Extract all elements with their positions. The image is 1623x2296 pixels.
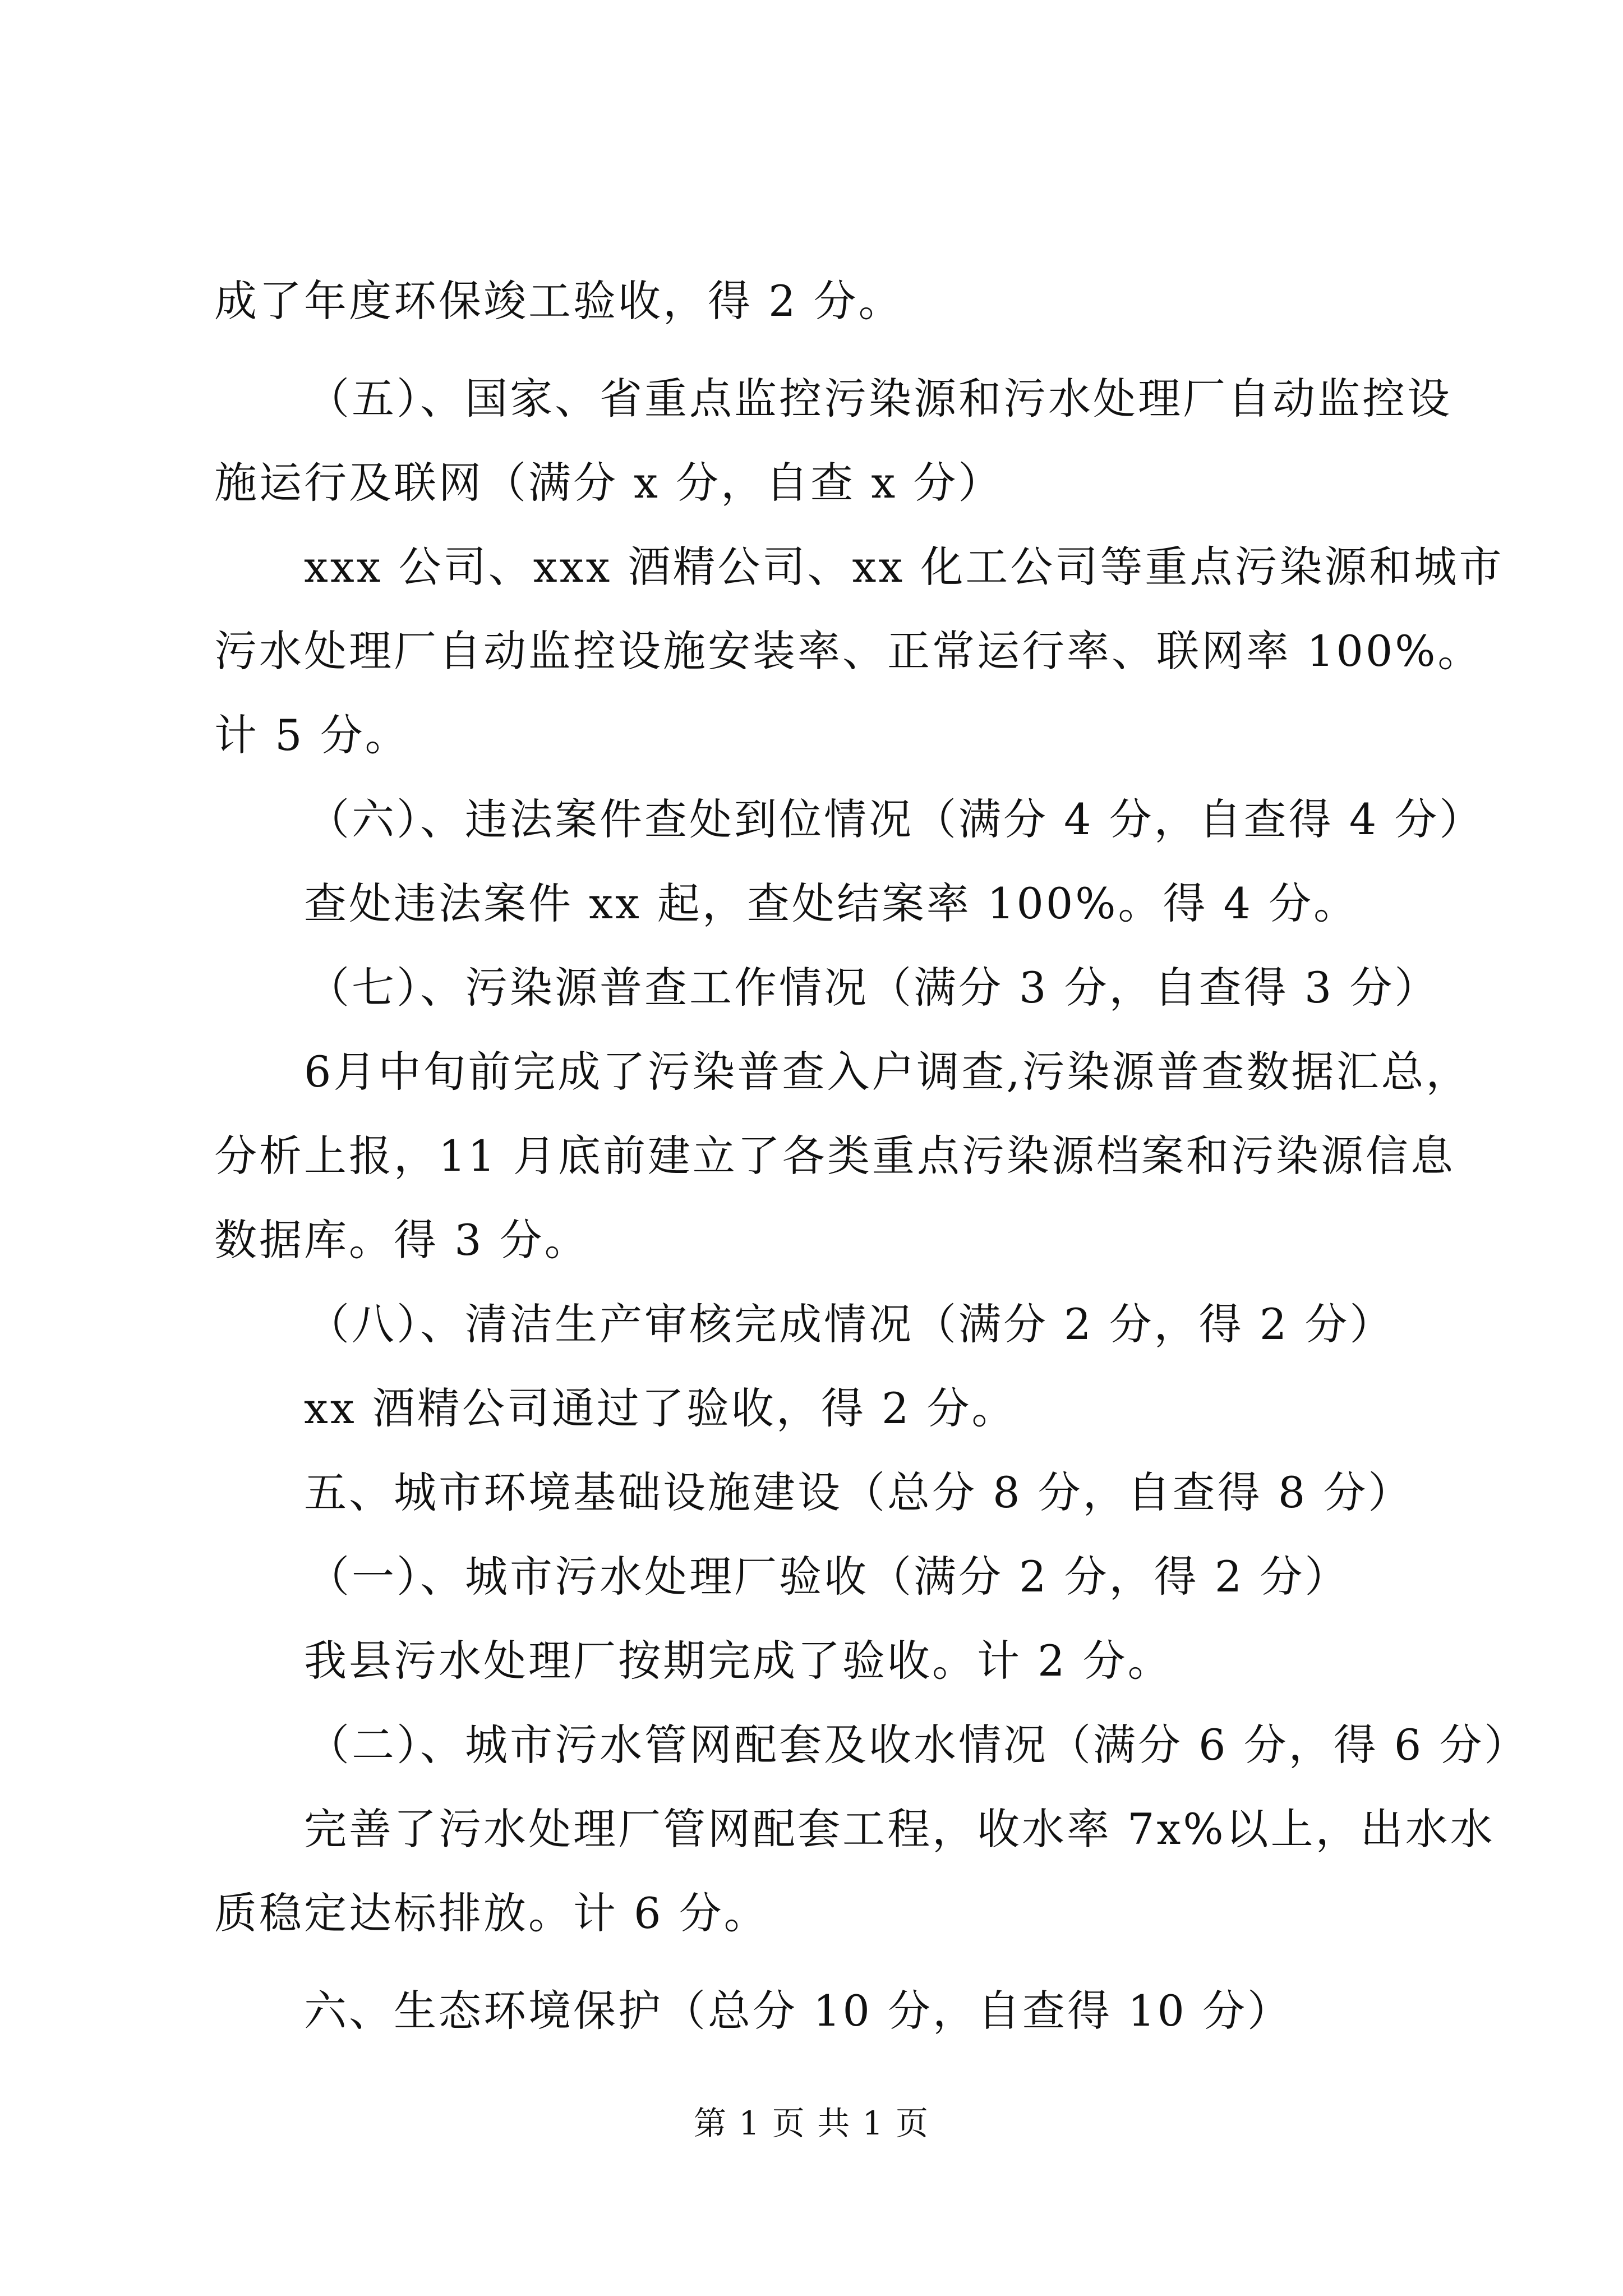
paragraph-line: xx 酒精公司通过了验收，得 2 分。	[304, 1383, 1017, 1433]
paragraph-line: 我县污水处理厂按期完成了验收。计 2 分。	[304, 1636, 1173, 1686]
section-heading-continued: 施运行及联网（满分 x 分，自查 x 分）	[214, 458, 1003, 508]
paragraph-line: 质稳定达标排放。计 6 分。	[214, 1888, 769, 1938]
page-footer: 第 1 页 共 1 页	[694, 2104, 929, 2142]
section-heading: （六）、违法案件查处到位情况（满分 4 分，自查得 4 分）	[307, 794, 1484, 844]
paragraph-line: 数据库。得 3 分。	[214, 1215, 589, 1265]
paragraph-line: 计 5 分。	[214, 710, 410, 760]
paragraph-line: 查处违法案件 xx 起，查处结案率 100%。得 4 分。	[304, 878, 1359, 928]
section-heading: （七）、污染源普查工作情况（满分 3 分，自查得 3 分）	[307, 963, 1440, 1013]
paragraph-line: 污水处理厂自动监控设施安装率、正常运行率、联网率 100%。	[214, 626, 1483, 676]
paragraph-line: 完善了污水处理厂管网配套工程，收水率 7x%以上，出水水	[304, 1804, 1495, 1854]
paragraph-line: xxx 公司、xxx 酒精公司、xx 化工公司等重点污染源和城市	[304, 542, 1504, 592]
paragraph-line: 成了年度环保竣工验收，得 2 分。	[214, 276, 903, 326]
chapter-heading: 六、生态环境保护（总分 10 分，自查得 10 分）	[304, 1986, 1293, 2036]
section-heading: （二）、城市污水管网配套及收水情况（满分 6 分，得 6 分）	[307, 1720, 1529, 1770]
section-heading: （五）、国家、省重点监控污染源和污水处理厂自动监控设	[307, 374, 1452, 424]
document-body	[214, 259, 1529, 2053]
chapter-heading: 五、城市环境基础设施建设（总分 8 分，自查得 8 分）	[304, 1467, 1413, 1517]
paragraph-line: 6月中旬前完成了污染普查入户调查,污染源普查数据汇总，	[304, 1047, 1471, 1097]
paragraph-line: 分析上报，11 月底前建立了各类重点污染源档案和污染源信息	[214, 1131, 1455, 1181]
section-heading: （一）、城市污水处理厂验收（满分 2 分，得 2 分）	[307, 1552, 1350, 1602]
section-heading: （八）、清洁生产审核完成情况（满分 2 分，得 2 分）	[307, 1299, 1395, 1349]
